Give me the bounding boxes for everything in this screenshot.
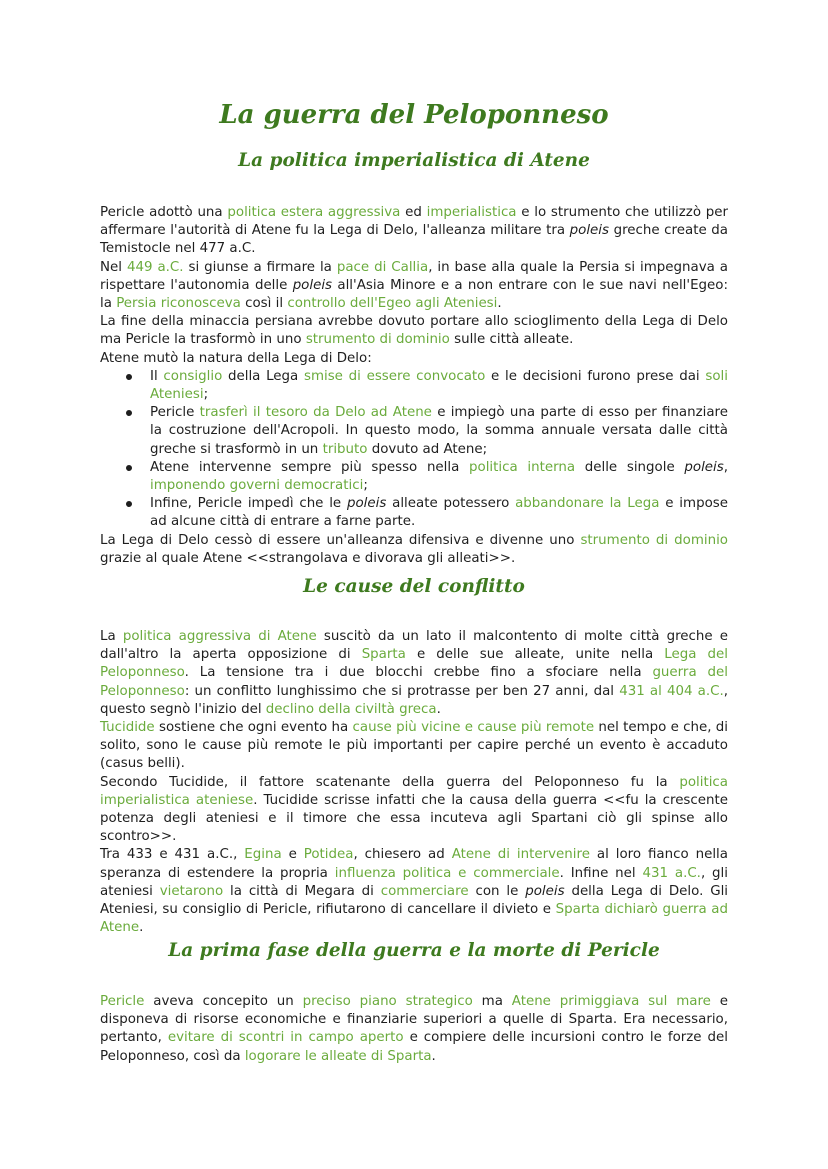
paragraph-pericle: Pericle adottò una politica estera aggressiva ed imperialistica e lo strumento che utilizzò per affermare l'autorità di Atene fu la Lega di Delo, l'alleanza militare tra poleis greche create da Temistocle nel 477 a.C. (100, 205, 728, 257)
list-item: Infine, Pericle impedì che le poleis alleate potessero abbandonare la Lega e impose ad alcune città di entrare a farne parte. (150, 495, 728, 531)
bullet-list (100, 368, 728, 532)
paragraph-lega-dominio: La Lega di Delo cessò di essere un'alleanza difensiva e divenne uno strumento di dominio grazie al quale Atene <<strangolava e divorava gli alleati>>. (100, 532, 728, 566)
list-item: Atene intervenne sempre più spesso nella politica interna delle singole poleis, imponendo governi democratici; (150, 459, 728, 495)
section-prima-fase-body (100, 993, 728, 1066)
paragraph-fattore-scatenante: Secondo Tucidide, il fattore scatenante della guerra del Peloponneso fu la politica imperialistica ateniese. Tucidide scrisse infatti che la causa della guerra <<fu la crescente potenza degli ateniesi e il timore che essa incuteva agli Spartani ciò gli spinse allo scontro>>. (100, 774, 728, 845)
section-heading-prima-fase: La prima fase della guerra e la morte di Pericle (168, 940, 660, 961)
list-item: Pericle trasferì il tesoro da Delo ad Atene e impiegò una parte di esso per finanziare la costruzione dell'Acropoli. In questo modo, la somma annuale versata dalle città greche si trasformò in un tributo dovuto ad Atene; (150, 404, 728, 459)
paragraph-politica-aggressiva: La politica aggressiva di Atene suscitò da un lato il malcontento di molte città greche e dall'altro la aperta opposizione di Sparta e delle sue alleate, unite nella Lega del Peloponneso. La tensione tra i due blocchi crebbe fino a sfociare nella guerra del Peloponneso: un conflitto lunghissimo che si protrasse per ben 27 anni, dal 431 al 404 a.C., questo segnò l'inizio del declino della civiltà greca. (100, 629, 729, 717)
list-item: Il consiglio della Lega smise di essere convocato e le decisioni furono prese dai soli Ateniesi; (150, 368, 728, 404)
paragraph-pace-callia: Nel 449 a.C. si giunse a firmare la pace di Callia, in base alla quale la Persia si impegnava a rispettare l'autonomia delle poleis all'Asia Minore e a non entrare con le sue navi nell'Egeo: la Persia riconosceva così il controllo dell'Egeo agli Ateniesi. (100, 259, 728, 312)
section-politica-body (100, 204, 728, 568)
paragraph-natura-lega: Atene mutò la natura della Lega di Delo: (100, 350, 372, 366)
paragraph-piano-strategico: Pericle aveva concepito un preciso piano strategico ma Atene primiggiava sul mare e disponeva di risorse economiche e finanziarie superiori a quelle di Sparta. Era necessario, pertanto, evitare di scontri in campo aperto e compiere delle incursioni contro le forze del Peloponneso, così da logorare le alleate di Sparta. (100, 994, 729, 1064)
section-heading-cause: Le cause del conflitto (303, 576, 525, 597)
page-title: La guerra del Peloponneso (219, 100, 609, 130)
section-cause-body (100, 628, 728, 937)
paragraph-tucidide: Tucidide sostiene che ogni evento ha cause più vicine e cause più remote nel tempo e che, di solito, sono le cause più remote le più importanti per capire perché un evento è accaduto (casus belli). (100, 720, 728, 772)
paragraph-minaccia: La fine della minaccia persiana avrebbe dovuto portare allo scioglimento della Lega di Delo ma Pericle la trasformò in uno strumento di dominio sulle città alleate. (100, 314, 728, 348)
section-heading-politica: La politica imperialistica di Atene (238, 150, 590, 171)
paragraph-egina-potidea: Tra 433 e 431 a.C., Egina e Potidea, chiesero ad Atene di intervenire al loro fianco nella speranza di estendere la propria influenza politica e commerciale. Infine nel 431 a.C., gli ateniesi vietarono la città di Megara di commerciare con le poleis della Lega di Delo. Gli Ateniesi, su consiglio di Pericle, rifiutarono di cancellare il divieto e Sparta dichiarò guerra ad Atene. (100, 847, 729, 936)
